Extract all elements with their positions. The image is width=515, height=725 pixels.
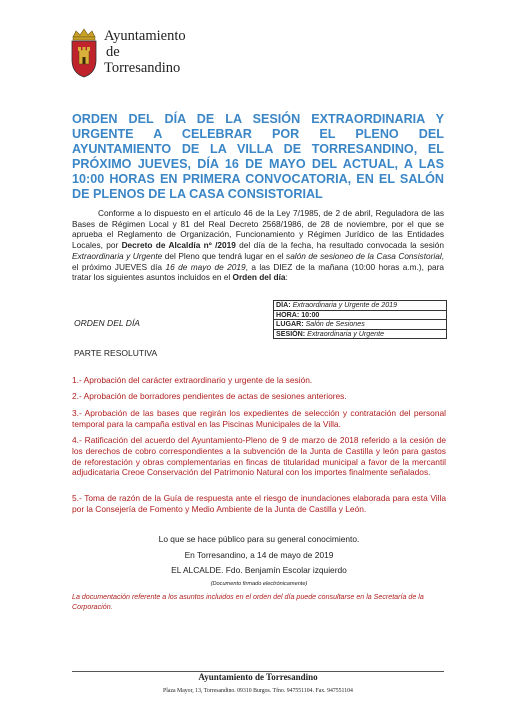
agenda-item-5: 5.- Toma de razón de la Guía de respuesta ante el riesgo de inundaciones elaborada para esta Villa por la Consejería de Fomento y Medio Ambiente de la Junta de Castilla y León. — [72, 493, 446, 514]
info-label-sesion: SESIÓN: — [276, 329, 306, 338]
document-title: ORDEN DEL DÍA DE LA SESIÓN EXTRAORDINARIA Y URGENTE A CELEBRAR POR EL PLENO DEL AYUNTAMIENTO DE LA VILLA DE TORRESANDINO, EL PRÓXIMO JUEVES, DÍA 16 DE MAYO DEL ACTUAL, A LAS 10:00 HORAS EN PRIMERA CONVOCATORIA, EN EL SALÓN DE PLENOS DE LA CASA CONSISTORIAL — [72, 112, 444, 201]
intro-text-2: del día de la fecha, ha resultado convocada la sesión — [235, 240, 444, 251]
info-value-hora: 10:00 — [301, 310, 320, 319]
session-place: salón de sesioneo de la Casa Consistorial — [286, 250, 442, 261]
agenda-item-1: 1.- Aprobación del carácter extraordinario y urgente de la sesión. — [72, 375, 313, 385]
session-type: Extraordinaria y Urgente — [72, 250, 163, 261]
footer-contact: Plaza Mayor, 13, Torresandino. 09310 Burgos. Tfno. 947551104. Fax. 947551104 — [163, 688, 353, 694]
agenda-item-2: 2.- Aprobación de borradores pendientes de actas de sesiones anteriores. — [72, 391, 347, 401]
info-value-lugar: Salón de Sesiones — [305, 320, 365, 329]
electronic-signature-note: (Documento firmado electrónicamente) — [210, 581, 308, 587]
info-label-hora: HORA: — [276, 310, 300, 319]
header-line-2: de — [106, 44, 120, 60]
session-date: 16 de mayo de 2019 — [165, 261, 246, 272]
agenda-item-4: 4.- Ratificación del acuerdo del Ayuntamiento-Pleno de 9 de marzo de 2018 referido a la cesión de los derechos de cobro correspondientes a la subvención de la Junta de Castilla y león para gastos de reforestación y obras complementarias en fincas de titularidad municipal a favor de la mercantil adjudicataria Creoe Conservación del Patrimonio Natural con los importes finalmente señalados. — [72, 435, 446, 478]
order-of-day-ref: Orden del día — [232, 272, 286, 283]
intro-text-4: , el próximo JUEVES día — [72, 250, 444, 272]
place-date: En Torresandino, a 14 de mayo de 2019 — [184, 550, 334, 560]
documentation-note: La documentación referente a los asuntos incluidos en el orden del día puede consultarse en la Secretaría de la Corporación. — [72, 593, 424, 611]
decree-reference: Decreto de Alcaldía nº /2019 — [121, 240, 236, 251]
section-heading: PARTE RESOLUTIVA — [74, 348, 158, 358]
info-label-lugar: LUGAR: — [276, 320, 304, 329]
info-row-lugar — [274, 320, 446, 330]
info-row-sesion — [274, 330, 446, 339]
mayor-signature: EL ALCALDE. Fdo. Benjamín Escolar izquierdo — [171, 565, 347, 575]
public-notice: Lo que se hace público para su general conocimiento. — [158, 534, 360, 544]
intro-text-6: : — [285, 272, 288, 283]
info-label-dia: DÍA: — [276, 301, 291, 309]
order-of-day-label: ORDEN DEL DÍA — [74, 318, 140, 328]
info-row-hora — [274, 311, 446, 321]
coat-of-arms-logo — [68, 28, 100, 78]
info-value-sesion: Extraordinaria y Urgente — [307, 329, 385, 338]
info-value-dia: Extraordinaria y Urgente de 2019 — [292, 301, 398, 309]
intro-paragraph — [72, 208, 444, 283]
session-info-box — [273, 300, 447, 339]
footer-title: Ayuntamiento de Torresandino — [198, 672, 318, 682]
header-line-1: Ayuntamiento — [104, 28, 186, 44]
intro-text-3: del Pleno que tendrá lugar en el — [162, 250, 287, 261]
info-row-dia — [274, 301, 446, 311]
intro-text-1: Conforme a lo dispuesto en el artículo 46 de la Ley 7/1985, de 2 de abril, Reguladora de las Bases de Régimen Local y 81 del Real Decreto 2568/1986, de 28 de noviembre, por el que se aprueba el Reglamento de Organización, Funcionamiento y Régimen Jurídico de las Entidades Locales, por — [72, 208, 444, 251]
header-line-3: Torresandino — [104, 60, 181, 76]
agenda-item-3: 3.- Aprobación de las bases que regirán los expedientes de selección y contratación del personal temporal para la campaña estival en las Piscinas Municipales de la Villa. — [72, 408, 446, 429]
intro-text-5: , a las DIEZ de la mañana (10:00 horas a.m.), para tratar los siguientes asuntos incluidos en el — [72, 261, 444, 283]
